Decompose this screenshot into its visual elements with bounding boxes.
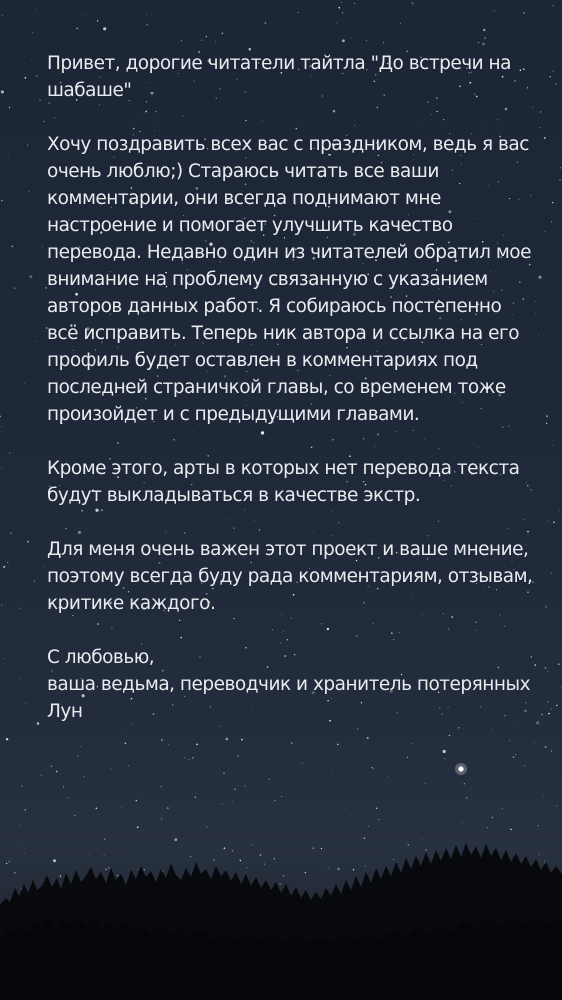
paragraph-feedback: Для меня очень важен этот проект и ваше мнение, поэтому всегда буду рада комментариям, отзывам, критике каждого. xyxy=(47,539,533,614)
closing-text: С любовью, xyxy=(47,647,155,668)
letter-text xyxy=(47,50,537,725)
signature-text: ваша ведьма, переводчик и хранитель потерянных Лун xyxy=(47,674,531,722)
greeting-text: Привет, дорогие читатели тайтла "До встречи на шабаше" xyxy=(47,53,511,101)
paragraph-extras: Кроме этого, арты в которых нет перевода текста будут выкладываться в качестве экстр. xyxy=(47,458,520,506)
closing-signature xyxy=(47,644,537,725)
paragraph-congratulations: Хочу поздравить всех вас с праздником, ведь я вас очень люблю;) Стараюсь читать все ваши комментарии, они всегда поднимают мне настроение и помогает улучшить качество перевода. Недавно один из читателей обратил мое внимание на проблему связанную с указанием авторов данных работ. Я собираюсь постепенно всё исправить. Теперь ник автора и ссылка на его профиль будет оставлен в комментариях под последней страничкой главы, со временем тоже произойдет и с предыдущими главами. xyxy=(47,134,531,425)
